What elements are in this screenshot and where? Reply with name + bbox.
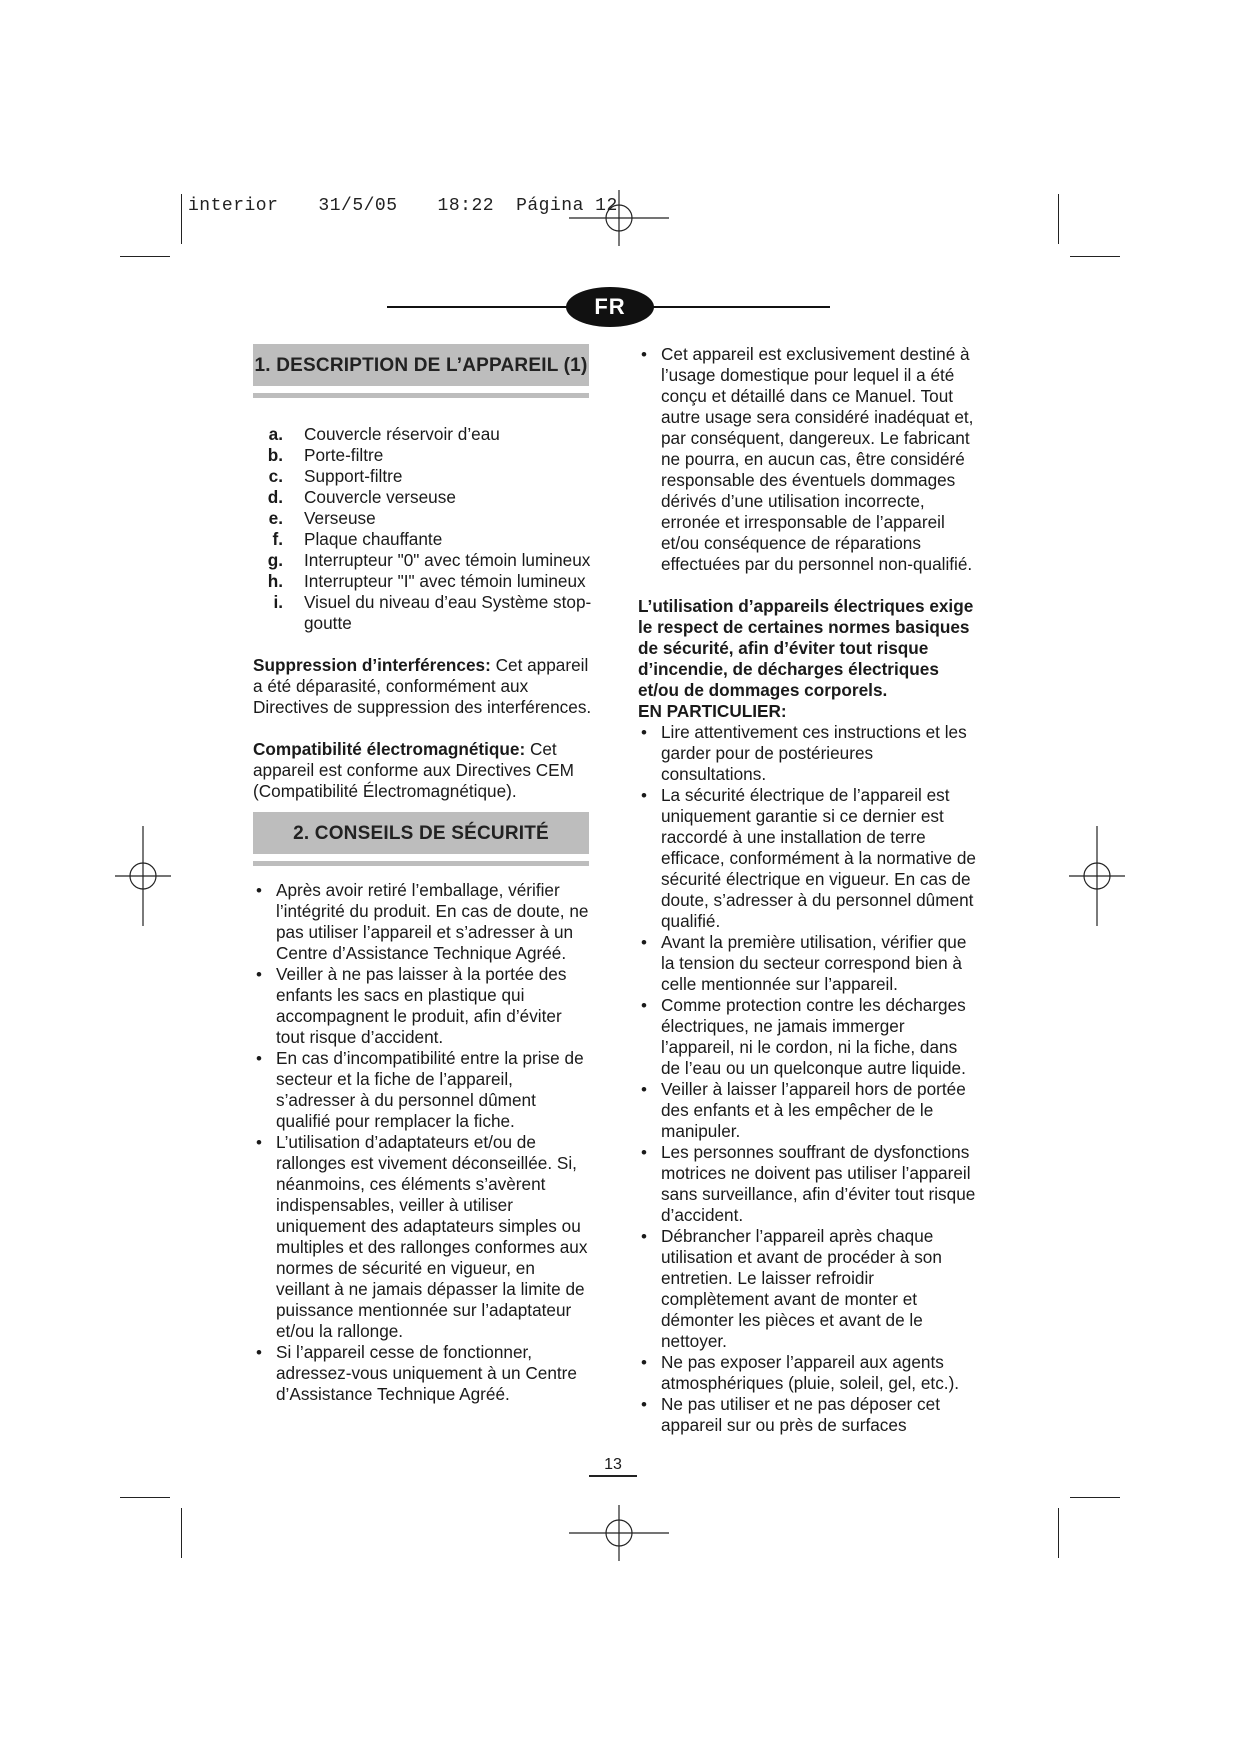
language-badge: FR bbox=[566, 287, 654, 327]
bullet-item: • L’utilisation d’adaptateurs et/ou de rallonges est vivement déconseillée. Si, néanmoins, ces éléments s’avèrent indispensables, veiller à utiliser uniquement des adaptateurs simples ou multiples et des rallonges conformes aux normes de sécurité en vigueur, en veillant à ne jamais dépasser la limite de puissance mentionnée sur l’adaptateur et/ou la rallonge. bbox=[253, 1132, 593, 1342]
registration-mark-top bbox=[569, 168, 669, 268]
parts-list-item bbox=[253, 445, 593, 466]
parts-list-item bbox=[253, 487, 593, 508]
slug-name: interior bbox=[188, 196, 279, 216]
part-description: Support-filtre bbox=[304, 466, 403, 486]
left-column bbox=[253, 344, 593, 1405]
part-description: Visuel du niveau d’eau Système stop-goutte bbox=[304, 592, 592, 633]
crop-mark-bottom-left-vertical bbox=[181, 1508, 182, 1558]
part-key: d. bbox=[267, 487, 283, 507]
parts-list-item bbox=[253, 529, 593, 550]
section-2-title: 2. CONSEILS DE SÉCURITÉ bbox=[253, 812, 589, 854]
bullet-item: • Cet appareil est exclusivement destiné à l’usage domestique pour lequel il a été conçu et détaillé dans ce Manuel. Tout autre usage sera considéré inadéquat et, par conséquent, dangereux. Le fabricant ne pourra, en aucun cas, être considéré responsable des éventuels dommages dérivés d’une utilisation incorrecte, erronée et irresponsable de l’appareil et/ou conséquence de réparations effectuées par du personnel non-qualifié. bbox=[638, 344, 978, 575]
parts-list-item bbox=[253, 508, 593, 529]
bullet-item: • Comme protection contre les décharges électriques, ne jamais immerger l’appareil, ni le cordon, ni la fiche, dans de l’eau ou un quelconque autre liquide. bbox=[638, 995, 978, 1079]
part-key: a. bbox=[268, 424, 283, 444]
safety-bullet-list bbox=[253, 880, 593, 1405]
interference-text: Cet appareil a été déparasité, conformément aux Directives de suppression des interférences. bbox=[253, 655, 592, 717]
bullet-item: • La sécurité électrique de l’appareil est uniquement garantie si ce dernier est raccordé à une installation de terre efficace, conformément à la normative de sécurité électrique en vigueur. En cas de doute, s’adresser à du personnel dûment qualifié. bbox=[638, 785, 978, 932]
bullet-item: • Veiller à laisser l’appareil hors de portée des enfants et à les empêcher de le manipuler. bbox=[638, 1079, 978, 1142]
registration-mark-right bbox=[1047, 826, 1147, 926]
parts-list-item bbox=[253, 592, 593, 634]
emc-text: Cet appareil est conforme aux Directives CEM (Compatibilité Électromagnétique). bbox=[253, 739, 574, 801]
crop-mark-top-right-horizontal bbox=[1070, 256, 1120, 257]
part-key: e. bbox=[268, 508, 283, 528]
part-description: Interrupteur "I" avec témoin lumineux bbox=[304, 571, 586, 591]
bullet-item: • Après avoir retiré l’emballage, vérifier l’intégrité du produit. En cas de doute, ne pas utiliser l’appareil et s’adresser à un Centre d’Assistance Technique Agréé. bbox=[253, 880, 593, 964]
bullet-item: • En cas d’incompatibilité entre la prise de secteur et la fiche de l’appareil, s’adresser à du personnel dûment qualifié pour remplacer la fiche. bbox=[253, 1048, 593, 1132]
parts-list-item bbox=[253, 550, 593, 571]
slug-time: 18:22 bbox=[437, 196, 495, 216]
parts-list-item bbox=[253, 466, 593, 487]
bullet-item: • Ne pas exposer l’appareil aux agents atmosphériques (pluie, soleil, gel, etc.). bbox=[638, 1352, 978, 1394]
part-description: Porte-filtre bbox=[304, 445, 384, 465]
bullet-item: • Si l’appareil cesse de fonctionner, adressez-vous uniquement à un Centre d’Assistance Technique Agréé. bbox=[253, 1342, 593, 1405]
registration-mark-bottom bbox=[569, 1483, 669, 1583]
part-description: Verseuse bbox=[304, 508, 376, 528]
crop-mark-bottom-right-horizontal bbox=[1070, 1497, 1120, 1498]
particular-bullet-list bbox=[638, 722, 978, 1436]
emc-paragraph bbox=[253, 739, 593, 802]
bullet-item: • Ne pas utiliser et ne pas déposer cet appareil sur ou près de surfaces bbox=[638, 1394, 978, 1436]
crop-mark-top-left-vertical bbox=[181, 194, 182, 244]
bullet-item: • Les personnes souffrant de dysfonctions motrices ne doivent pas utiliser l’appareil sans surveillance, afin d’éviter tout risque d’accident. bbox=[638, 1142, 978, 1226]
part-key: i. bbox=[273, 592, 283, 612]
part-description: Couvercle verseuse bbox=[304, 487, 456, 507]
emc-label: Compatibilité électromagnétique: bbox=[253, 739, 526, 759]
bullet-item: • Lire attentivement ces instructions et les garder pour de postérieures consultations. bbox=[638, 722, 978, 785]
bullet-item: • Débrancher l’appareil après chaque utilisation et avant de procéder à son entretien. Le laisser refroidir complètement avant de monter et démonter les pièces et avant de le nettoyer. bbox=[638, 1226, 978, 1352]
crop-mark-top-left-horizontal bbox=[120, 256, 170, 257]
part-key: c. bbox=[268, 466, 283, 486]
part-key: f. bbox=[272, 529, 283, 549]
interference-label: Suppression d’interférences: bbox=[253, 655, 491, 675]
crop-mark-top-right-vertical bbox=[1058, 194, 1059, 244]
parts-list-item bbox=[253, 424, 593, 445]
registration-mark-left bbox=[93, 826, 193, 926]
crop-mark-bottom-left-horizontal bbox=[120, 1497, 170, 1498]
slug-page: Página 12 bbox=[516, 196, 618, 216]
bullet-item: • Veiller à ne pas laisser à la portée des enfants les sacs en plastique qui accompagnent le produit, afin d’éviter tout risque d’accident. bbox=[253, 964, 593, 1048]
section-2-rule bbox=[253, 861, 589, 866]
section-1-title: 1. DESCRIPTION DE L’APPAREIL (1) bbox=[253, 344, 589, 386]
warning-paragraph: L’utilisation d’appareils électriques exige le respect de certaines normes basiques de sécurité, afin d’éviter tout risque d’incendie, de décharges électriques et/ou de dommages corporels. bbox=[638, 596, 974, 700]
parts-list-item bbox=[253, 571, 593, 592]
right-column bbox=[638, 344, 978, 1436]
crop-mark-bottom-right-vertical bbox=[1058, 1508, 1059, 1558]
part-description: Couvercle réservoir d’eau bbox=[304, 424, 500, 444]
parts-list bbox=[253, 424, 593, 634]
part-description: Plaque chauffante bbox=[304, 529, 443, 549]
part-key: b. bbox=[267, 445, 283, 465]
particular-label: EN PARTICULIER: bbox=[638, 701, 787, 721]
page-number: 13 bbox=[589, 1456, 637, 1477]
slug-date: 31/5/05 bbox=[318, 196, 398, 216]
section-1-rule bbox=[253, 393, 589, 398]
part-key: g. bbox=[267, 550, 283, 570]
right-top-bullet-list bbox=[638, 344, 978, 575]
interference-paragraph bbox=[253, 655, 593, 718]
part-description: Interrupteur "0" avec témoin lumineux bbox=[304, 550, 591, 570]
part-key: h. bbox=[267, 571, 283, 591]
bullet-item: • Avant la première utilisation, vérifier que la tension du secteur correspond bien à celle mentionnée sur l’appareil. bbox=[638, 932, 978, 995]
